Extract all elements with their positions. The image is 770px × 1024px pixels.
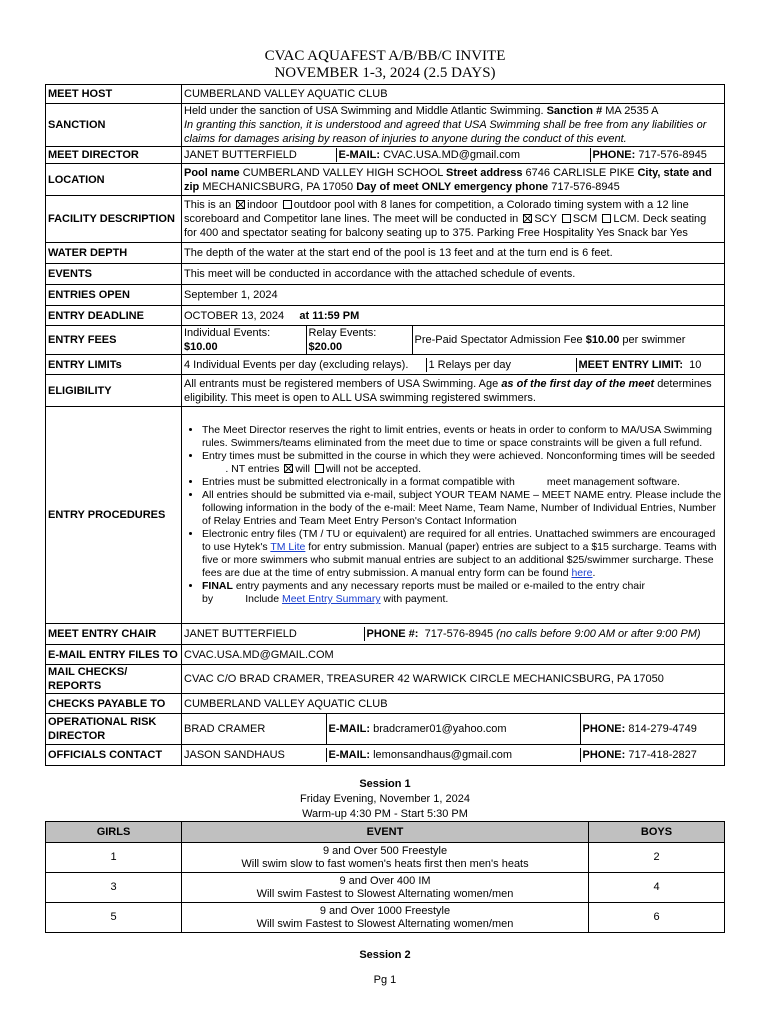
op-risk-email[interactable]: bradcramer01@yahoo.com (373, 723, 507, 735)
girls-header: GIRLS (46, 822, 182, 843)
list-item (202, 450, 722, 476)
entry-chair-phone: 717-576-8945 (424, 628, 494, 640)
sanction-number: MA 2535 A (605, 105, 659, 117)
officials-name: JASON SANDHAUS (184, 749, 285, 761)
meet-director-name: JANET BUTTERFIELD (184, 149, 297, 161)
location-value (182, 164, 725, 196)
session1-title: Session 1 (359, 778, 411, 790)
entry-deadline-label: ENTRY DEADLINE (46, 306, 182, 326)
lcm-label: LCM. (613, 213, 640, 225)
meet-director-phone-label: PHONE: (592, 149, 636, 161)
entry-procedures-value (182, 407, 725, 624)
officials-email-label: E-MAIL: (328, 749, 371, 761)
session2-title: Session 2 (359, 949, 411, 961)
page-number: Pg 1 (373, 974, 397, 986)
indoor-checkbox-checked-icon[interactable] (236, 200, 245, 209)
table-row (46, 873, 725, 903)
meet-host-value: CUMBERLAND VALLEY AQUATIC CLUB (182, 85, 725, 104)
event-header: EVENT (182, 822, 589, 843)
boys-header: BOYS (589, 822, 725, 843)
meet-info-table (45, 84, 725, 766)
sanction-label: SANCTION (46, 104, 182, 147)
email-entry-label: E-MAIL ENTRY FILES TO (46, 645, 182, 665)
with-payment-text: with payment. (383, 593, 449, 605)
relay-fee: $20.00 (308, 341, 343, 353)
street-address: 6746 CARLISLE PIKE (525, 166, 635, 179)
officials-label: OFFICIALS CONTACT (46, 745, 182, 766)
girls-event-number: 1 (46, 843, 182, 873)
list-item (202, 580, 722, 606)
nt-will-not-checkbox-icon[interactable] (315, 464, 324, 473)
eligibility-text: All entrants must be registered members of USA Swimming. Age (184, 377, 499, 390)
session1-day: Friday Evening, November 1, 2024 (300, 793, 470, 805)
nt-entries-text: . NT entries (225, 463, 280, 475)
meet-director-label: MEET DIRECTOR (46, 147, 182, 164)
individual-limit: 4 Individual Events per day (excluding relays). (184, 358, 409, 371)
outdoor-checkbox-icon[interactable] (283, 200, 292, 209)
event-note: Will swim Fastest to Slowest Alternating women/men (256, 917, 514, 930)
indoor-label: indoor (247, 199, 278, 211)
officials-phone-label: PHONE: (582, 749, 626, 761)
list-item (202, 476, 722, 489)
water-depth-value: The depth of the water at the start end of the pool is 13 feet and at the turn end is 6 feet. (182, 243, 725, 264)
scy-checkbox-checked-icon[interactable] (523, 214, 532, 223)
girls-event-number: 5 (46, 903, 182, 933)
doc-title-line1: CVAC AQUAFEST A/B/BB/C INVITE (264, 48, 506, 64)
table-row (46, 903, 725, 933)
spectator-fee: $10.00 (585, 334, 620, 346)
entry-limits-label: ENTRY LIMITs (46, 355, 182, 375)
pool-name: CUMBERLAND VALLEY HIGH SCHOOL (242, 166, 443, 179)
doc-title-line2: NOVEMBER 1-3, 2024 (2.5 DAYS) (274, 65, 496, 81)
session1-times: Warm-up 4:30 PM - Start 5:30 PM (302, 808, 468, 820)
event-cell (182, 843, 589, 873)
event-name: 9 and Over 1000 Freestyle (319, 904, 451, 917)
mail-checks-value: CVAC C/O BRAD CRAMER, TREASURER 42 WARWICK CIRCLE MECHANICSBURG, PA 17050 (182, 665, 725, 694)
meet-entry-summary-link[interactable]: Meet Entry Summary (281, 593, 381, 605)
deadline-time: at 11:59 PM (299, 309, 360, 322)
events-value: This meet will be conducted in accordance with the attached schedule of events. (182, 264, 725, 285)
sanction-number-label: Sanction # (546, 105, 603, 117)
list-item: • All entries should be submitted via e-mail, subject YOUR TEAM NAME – MEET NAME entry. Please include the following information in the body of the e-mail: Meet Name, Team Name, Number of Individual Entries, Number of Relay Entries and Team Meet Entry Person's Contact Information (202, 489, 722, 528)
procedures-list (184, 424, 722, 606)
op-risk-phone: 814-279-4749 (628, 723, 697, 735)
scy-label: SCY (534, 213, 557, 225)
water-depth-label: WATER DEPTH (46, 243, 182, 264)
relay-fee-label: Relay Events: (308, 327, 377, 339)
facility-label: FACILITY DESCRIPTION (46, 196, 182, 243)
nt-will-checkbox-checked-icon[interactable] (284, 464, 293, 473)
sanction-text: Held under the sanction of USA Swimming and Middle Atlantic Swimming. (184, 105, 544, 117)
city-label: City, state and zip (184, 166, 712, 193)
final-payment-text: entry payments and any necessary reports must be mailed or e-mailed to the entry chair by (202, 580, 645, 605)
event-cell (182, 903, 589, 933)
meet-limit-label: MEET ENTRY LIMIT: (578, 358, 683, 371)
session1-events-table (45, 821, 725, 933)
entries-open-value: September 1, 2024 (182, 285, 725, 306)
meet-host-label: MEET HOST (46, 85, 182, 104)
entry-fees-label: ENTRY FEES (46, 326, 182, 355)
software-text: meet management software. (546, 476, 680, 488)
emergency-phone: 717-576-8945 (551, 180, 620, 193)
meet-director-email[interactable]: CVAC.USA.MD@gmail.com (383, 149, 520, 161)
op-risk-name: BRAD CRAMER (184, 723, 266, 735)
location-label: LOCATION (46, 164, 182, 196)
meet-limit: 10 (689, 358, 702, 371)
entry-chair-phone-label: PHONE #: (366, 628, 419, 640)
scm-label: SCM (572, 213, 598, 225)
street-label: Street address (446, 166, 523, 179)
op-risk-email-label: E-MAIL: (328, 723, 371, 735)
tm-lite-link[interactable]: TM Lite (270, 541, 306, 553)
checks-payable-label: CHECKS PAYABLE TO (46, 694, 182, 714)
mail-checks-label: MAIL CHECKS/ REPORTS (46, 665, 182, 694)
op-risk-phone-label: PHONE: (582, 723, 626, 735)
sanction-value (182, 104, 725, 147)
email-entry-value[interactable]: CVAC.USA.MD@GMAIL.COM (182, 645, 725, 665)
event-note: Will swim Fastest to Slowest Alternating women/men (256, 887, 514, 900)
nt-will-not-label: will not be accepted. (325, 463, 422, 475)
lcm-checkbox-icon[interactable] (602, 214, 611, 223)
meet-entry-chair-label: MEET ENTRY CHAIR (46, 624, 182, 645)
nt-will-label: will (295, 463, 310, 475)
include-text: Include (245, 593, 280, 605)
entry-chair-phone-note: (no calls before 9:00 AM or after 9:00 PM) (496, 628, 701, 640)
list-item: • Electronic entry files (TM / TU or equivalent) are required for all entries. Unattached swimmers are encouraged to use Hytek's TM Lite for entry submission. Manual (paper) entries are subject to a $15 surcharge. Teams with five or more swimmers who submit manual entries are subject to an additional $25/swimmer surcharge. These fees are due at the time of entry submission. A manual entry form can be found here. (202, 528, 722, 580)
individual-fee-label: Individual Events: (184, 327, 271, 339)
scm-checkbox-icon[interactable] (562, 214, 571, 223)
spectator-fee-label: Pre-Paid Spectator Admission Fee (414, 334, 583, 346)
eligibility-value (182, 375, 725, 407)
boys-event-number: 6 (589, 903, 725, 933)
eligibility-emphasis: as of the first day of the meet (501, 377, 655, 390)
facility-value (182, 196, 725, 243)
individual-fee: $10.00 (184, 341, 218, 353)
checks-payable-value: CUMBERLAND VALLEY AQUATIC CLUB (182, 694, 725, 714)
boys-event-number: 2 (589, 843, 725, 873)
girls-event-number: 3 (46, 873, 182, 903)
eligibility-text-2: determines eligibility. This meet is open to ALL USA swimming registered swimmers. (184, 377, 712, 404)
meet-director-phone: 717-576-8945 (638, 149, 707, 161)
manual-entry-form-link[interactable]: here (571, 567, 593, 579)
deadline-date: OCTOBER 13, 2024 (184, 309, 285, 322)
meet-director-email-label: E-MAIL: (338, 149, 381, 161)
surcharge-text: for entry submission. Manual (paper) entries are subject to a $15 surcharge. Teams with five or more swimmers who submit manual entries are subject to an additional $25/swimmer surcharge. These fees are due at the time of entry submission. A manual entry form can be found (202, 541, 717, 579)
boys-event-number: 4 (589, 873, 725, 903)
event-note: Will swim slow to fast women's heats first then men's heats (241, 857, 529, 870)
electronic-files-text: Electronic entry files (TM / TU or equivalent) are required for all entries. Unattached swimmers are encouraged to use Hytek's (202, 528, 716, 553)
format-text: Entries must be submitted electronically in a format compatible with (202, 476, 515, 488)
entry-chair-name: JANET BUTTERFIELD (184, 628, 297, 640)
event-name: 9 and Over 500 Freestyle (322, 844, 448, 857)
final-label: FINAL (202, 580, 233, 592)
event-name: 9 and Over 400 IM (339, 874, 431, 887)
officials-phone: 717-418-2827 (628, 749, 697, 761)
emergency-phone-label: Day of meet ONLY emergency phone (356, 180, 549, 193)
eligibility-label: ELIGIBILITY (46, 375, 182, 407)
op-risk-label: OPERATIONAL RISK DIRECTOR (46, 714, 182, 745)
entry-procedures-label: ENTRY PROCEDURES (46, 407, 182, 624)
facility-intro: This is an (184, 199, 232, 211)
facility-text: outdoor pool with 8 lanes for competition, a Colorado timing system with a 12 line scoreboard and Competitor lane lines. The meet will be conducted in (184, 199, 689, 225)
city-state-zip: MECHANICSBURG, PA 17050 (202, 180, 354, 193)
facility-seating: Deck seating for 400 and spectator seating for balcony seating up to 375. Parking Free Hospitality Yes Snack bar Yes (184, 213, 707, 239)
relay-limit: 1 Relays per day (426, 358, 576, 372)
list-item: • The Meet Director reserves the right to limit entries, events or heats in order to conform to MA/USA Swimming rules. Swimmers/teams eliminated from the meet due to time or space constraints will be given a full refund. (202, 424, 722, 450)
events-label: EVENTS (46, 264, 182, 285)
sanction-disclaimer: In granting this sanction, it is understood and agreed that USA Swimming shall be free from any liabilities or claims for damages arising by reason of injuries to anyone during the conduct of this event. (184, 119, 707, 145)
entry-deadline-value (182, 306, 725, 326)
officials-email[interactable]: lemonsandhaus@gmail.com (373, 749, 513, 761)
table-row (46, 843, 725, 873)
seeding-text: Entry times must be submitted in the course in which they were achieved. Nonconforming times will be seeded (202, 450, 715, 462)
event-cell (182, 873, 589, 903)
entries-open-label: ENTRIES OPEN (46, 285, 182, 306)
spectator-fee-suffix: per swimmer (622, 334, 686, 346)
pool-name-label: Pool name (184, 166, 240, 179)
